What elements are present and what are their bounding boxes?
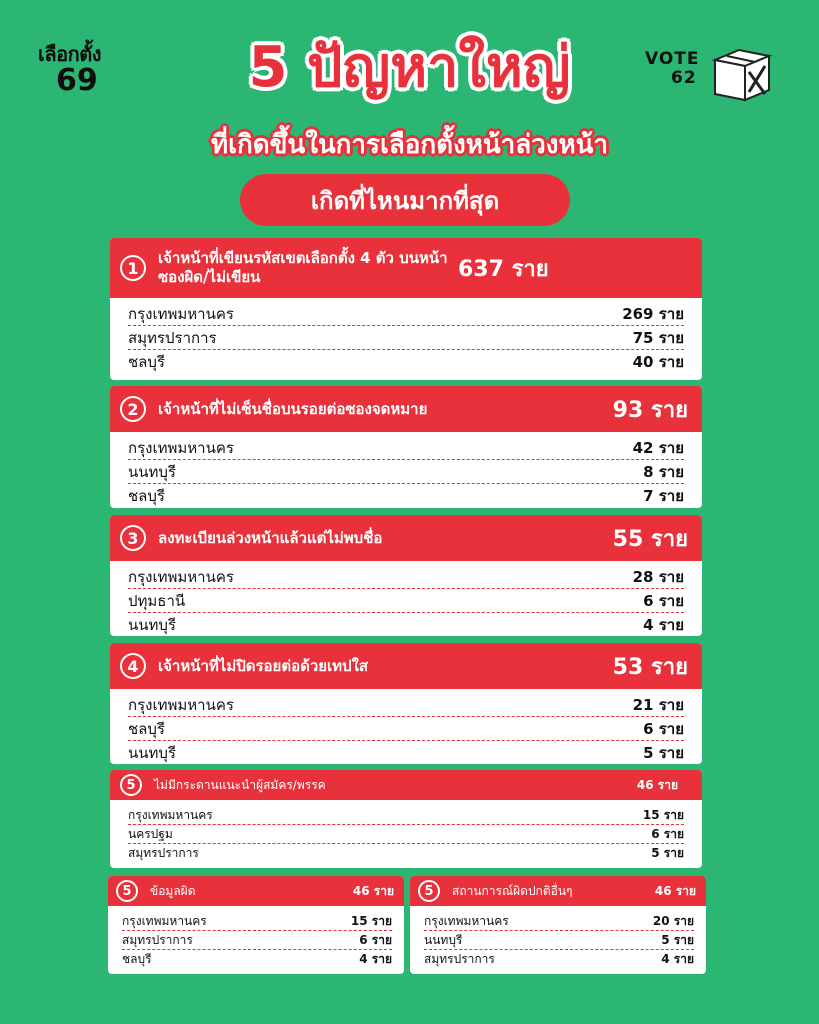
province-count: 8 ราย	[643, 462, 684, 481]
province-row	[122, 950, 392, 969]
problem-card-header	[410, 876, 706, 906]
province-count: 269 ราย	[622, 304, 684, 323]
number-badge: 5	[418, 880, 440, 902]
number-badge: 1	[120, 255, 146, 281]
problem-total: 53 ราย	[612, 654, 688, 680]
number-badge: 2	[120, 396, 146, 422]
problem-card-1	[110, 238, 702, 380]
section-pill: เกิดที่ไหนมากที่สุด	[240, 174, 570, 226]
province-count: 6 ราย	[643, 719, 684, 738]
province-row	[122, 912, 392, 931]
problem-total: 46 ราย	[352, 883, 394, 898]
problem-card-2	[110, 386, 702, 508]
province-row	[424, 950, 694, 969]
problem-card-header	[110, 238, 702, 298]
province-count: 4 ราย	[661, 952, 694, 966]
problem-title: สถานการณ์ผิดปกติอื่นๆ	[452, 883, 573, 898]
problem-total: 637 ราย	[458, 256, 549, 282]
province-name: กรุงเทพมหานคร	[128, 304, 234, 323]
vote62-line1: VOTE	[645, 49, 700, 69]
province-name: กรุงเทพมหานคร	[424, 913, 509, 928]
province-row	[128, 302, 684, 326]
problem-card-header	[110, 515, 702, 561]
problem-card-6	[108, 876, 404, 974]
province-name: สมุทรปราการ	[424, 952, 495, 966]
province-name: ชลบุรี	[122, 952, 152, 966]
problem-total: 93 ราย	[612, 397, 688, 423]
province-count: 6 ราย	[651, 826, 684, 841]
province-name: สมุทรปราการ	[128, 328, 217, 347]
province-name: นครปฐม	[128, 826, 173, 841]
province-name: กรุงเทพมหานคร	[128, 695, 234, 714]
problem-title: เจ้าหน้าที่ไม่ปิดรอยต่อด้วยเทปใส	[158, 656, 369, 675]
problem-title: เจ้าหน้าที่เขียนรหัสเขตเลือกตั้ง 4 ตัว บนหน้าซองผิด/ไม่เขียน	[158, 249, 448, 286]
province-row	[128, 825, 684, 844]
province-row	[128, 717, 684, 741]
province-name: ปทุมธานี	[128, 591, 186, 610]
province-row	[424, 912, 694, 931]
problem-title: เจ้าหน้าที่ไม่เซ็นชื่อบนรอยต่อซองจดหมาย	[158, 399, 428, 418]
province-count: 75 ราย	[632, 328, 684, 347]
province-count: 20 ราย	[652, 913, 694, 928]
province-row	[128, 565, 684, 589]
province-name: ชลบุรี	[128, 719, 165, 738]
problem-card-header	[110, 386, 702, 432]
province-count: 21 ราย	[632, 695, 684, 714]
province-count: 6 ราย	[359, 932, 392, 947]
province-row	[128, 460, 684, 484]
problem-total: 46 ราย	[636, 777, 678, 792]
province-name: นนทบุรี	[128, 462, 176, 481]
page-title: 5 ปัญหาใหญ่	[248, 35, 571, 100]
logo-left-line1: เลือกตั้ง	[38, 42, 101, 66]
province-row	[128, 844, 684, 863]
province-count: 15 ราย	[642, 807, 684, 822]
problem-total: 55 ราย	[612, 526, 688, 552]
province-count: 42 ราย	[632, 438, 684, 457]
problem-total: 46 ราย	[654, 883, 696, 898]
province-name: กรุงเทพมหานคร	[122, 913, 207, 928]
vote62-line2: 62	[671, 67, 697, 88]
province-row	[128, 326, 684, 350]
problem-card-header	[110, 770, 702, 800]
number-badge: 5	[116, 880, 138, 902]
province-name: ชลบุรี	[128, 353, 165, 371]
province-count: 15 ราย	[350, 913, 392, 928]
province-row	[128, 589, 684, 613]
problem-card-5	[110, 770, 702, 868]
province-name: สมุทรปราการ	[122, 932, 193, 947]
province-name: นนทบุรี	[128, 616, 176, 634]
province-row	[128, 741, 684, 764]
province-name: กรุงเทพมหานคร	[128, 438, 234, 457]
problem-card-4	[110, 643, 702, 764]
province-name: กรุงเทพมหานคร	[128, 807, 213, 822]
province-name: ชลบุรี	[128, 487, 165, 505]
province-row	[128, 436, 684, 460]
province-name: สมุทรปราการ	[128, 846, 199, 860]
province-row	[128, 693, 684, 717]
province-row	[128, 350, 684, 374]
province-row	[128, 613, 684, 636]
province-count: 6 ราย	[643, 591, 684, 610]
problem-title: ข้อมูลผิด	[150, 883, 196, 898]
province-name: นนทบุรี	[128, 744, 176, 762]
province-row	[424, 931, 694, 950]
province-count: 5 ราย	[651, 846, 684, 860]
province-name: กรุงเทพมหานคร	[128, 567, 234, 586]
page-subtitle: ที่เกิดขึ้นในการเลือกตั้งหน้าล่วงหน้า	[211, 130, 608, 160]
problem-card-header	[110, 643, 702, 689]
province-row	[122, 931, 392, 950]
province-count: 4 ราย	[359, 952, 392, 966]
logo-left-line2: 69	[56, 63, 98, 98]
province-count: 4 ราย	[643, 616, 684, 634]
problem-card-7	[410, 876, 706, 974]
problem-card-header	[108, 876, 404, 906]
province-row	[128, 484, 684, 508]
number-badge: 5	[120, 774, 142, 796]
number-badge: 4	[120, 653, 146, 679]
problem-title: ลงทะเบียนล่วงหน้าแล้วแต่ไม่พบชื่อ	[158, 528, 383, 547]
province-count: 5 ราย	[661, 932, 694, 947]
province-count: 5 ราย	[643, 744, 684, 762]
province-count: 28 ราย	[632, 567, 684, 586]
number-badge: 3	[120, 525, 146, 551]
problem-title: ไม่มีกระดานแนะนำผู้สมัคร/พรรค	[154, 777, 326, 792]
province-row	[128, 806, 684, 825]
province-count: 40 ราย	[632, 353, 684, 371]
province-name: นนทบุรี	[424, 932, 463, 947]
problem-card-3	[110, 515, 702, 636]
province-count: 7 ราย	[643, 487, 684, 505]
